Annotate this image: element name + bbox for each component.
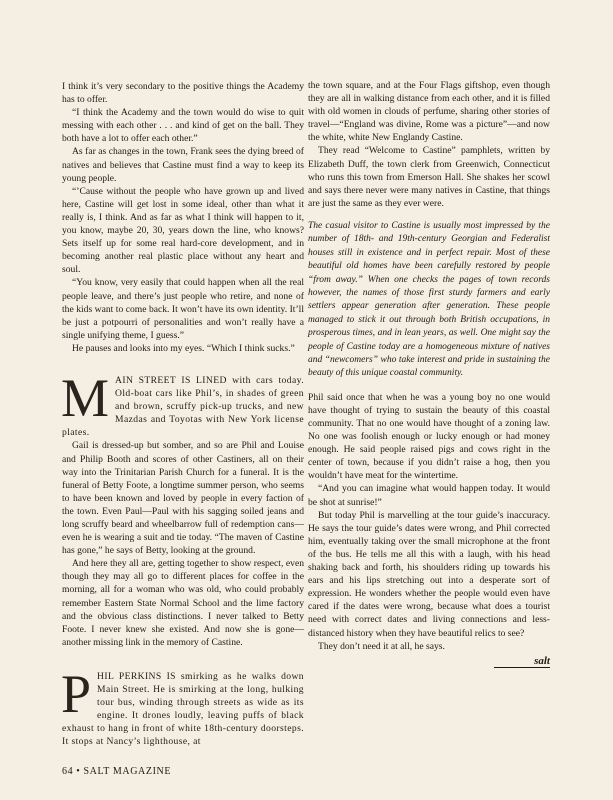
section-lead-paragraph xyxy=(61,367,304,439)
body-paragraph: They read “Welcome to Castine” pamphlets, written by Elizabeth Duff, the town clerk from Greenwich, Connecticut who runs this town from Emerson Hall. She shakes her scowl and says there never were many natives in Castine, that things are just the same as they ever were. xyxy=(308,145,550,209)
body-paragraph: But today Phil is marvelling at the tour guide’s inaccuracy. He says the tour guide’s dates were wrong, and Phil corrected him, eventually taking over the small microphone at the front of the bus. He tells me all this with a laugh, with his head shaking back and forth, his shoulders riding up towards his ears and his lips stretching out into a desperate sort of expression. He wonders whether the people would even have cared if the dates were wrong, because what does a tourist need with correct dates and living connections and less-distanced history when they have beautiful relics to see? xyxy=(308,509,550,639)
body-paragraph: “’Cause without the people who have grown up and lived here, Castine will get lost in some ideal, other than what it really is, I think. And as far as what I think will happen to it, you know, maybe 20, 30, years down the line, who knows? Sets itself up for some real hard-core development, and in becoming another real plastic place without any heart and soul. xyxy=(62,185,304,276)
body-paragraph: As far as changes in the town, Frank sees the dying breed of natives and believes that Castine must find a way to keep its young people. xyxy=(62,146,304,184)
body-paragraph: the town square, and at the Four Flags giftshop, even though they are all in walking distance from each other, and it is filled with old women in clouds of perfume, sharing other stories of travel—“England was divine, Rome was a picture”—and now the white, white New Englandy Castine. xyxy=(308,80,550,144)
left-column xyxy=(62,80,304,749)
body-paragraph: Phil said once that when he was a young boy no one would have thought of trying to sustain the beauty of this coastal community. That no one would have thought of a zoning law. No one was foolish enough or lucky enough or had money enough. He said people raised pigs and cows right in the center of town, because if you didn’t raise a hog, then you wouldn’t have meat for the wintertime. xyxy=(308,391,550,482)
body-paragraph: They don’t need it at all, he says. xyxy=(318,640,445,652)
body-paragraph: “I think the Academy and the town would do wise to quit messing with each other . . . and kind of get on the ball. They both have a lot to offer each other.” xyxy=(62,107,304,145)
sidebar-text: The casual visitor to Castine is usually most impressed by the number of 18th- and 19th-century Georgian and Federalist houses still in existence and in perfect repair. Most of these beautiful old homes have been carefully restored by people “from away.” When one checks the pages of town records however, the names of those first sturdy farmers and early settlers appear generation after generation. These people managed to stick it out through both British occupations, in prosperous times, and in lean years, as well. One might say the people of Castine today are a homogeneous mixture of natives and “newcomers” who take interest and pride in sustaining the beauty of this unique coastal community. xyxy=(308,220,550,379)
body-paragraph: And here they all are, getting together to show respect, even though they may all go to different places for coffee in the morning, all for a woman who was old, who could probably remember Eastern State Normal School and the lime factory and the obvious class distinctions. I never talked to Betty Foote. I never knew she existed. And now she is gone—another missing link in the memory of Castine. xyxy=(62,558,304,648)
body-paragraph: I think it’s very secondary to the positive things the Academy has to offer. xyxy=(62,81,304,106)
salt-signoff: salt xyxy=(494,655,550,668)
body-paragraph: Gail is dressed-up but somber, and so are Phil and Louise and Philip Booth and scores of other Castiners, all on their way into the Trinitarian Parish Church for a funeral. It is the funeral of Betty Foote, a longtime summer person, who seems to have been known and loved by people in every faction of the town. Even Paul—Paul with his sagging soiled jeans and long scruffy beard and wheelbarrow full of redemption cans—even he is wearing a suit and tie today. “The maven of Castine has gone,” he says of Betty, looking at the ground. xyxy=(62,440,304,557)
right-column xyxy=(308,79,550,668)
body-paragraph: “You know, very easily that could happen when all the real people leave, and there’s just people who retire, and none of the kids want to come back. It won’t have its own identity. It’ll be just a potpourri of personalities and won’t really have a single unifying theme, I guess.” xyxy=(62,277,304,341)
end-mark xyxy=(308,655,550,668)
sidebar-box xyxy=(308,220,550,381)
section-lead-paragraph xyxy=(61,663,304,749)
section-lead-text: AIN STREET IS LINED with cars today. Old-boat cars like Phil’s, in shades of green and brown, scruffy pick-up trucks, and new Mazdas and Toyotas with New York license plates. xyxy=(62,374,304,439)
page-folio: 64 • SALT MAGAZINE xyxy=(62,766,172,777)
dropcap-p: P xyxy=(61,663,92,724)
dropcap-m: M xyxy=(61,367,110,428)
body-paragraph: “And you can imagine what would happen today. It would be shot at sunrise!” xyxy=(308,483,550,508)
body-paragraph: He pauses and looks into my eyes. “Which I think sucks.” xyxy=(72,342,295,354)
section-lead-text: HIL PERKINS IS smirking as he walks down Main Street. He is smirking at the long, hulking tour bus, winding through streets as wide as its engine. It drones loudly, leaving puffs of black exhaust to hang in front of white 18th-century doorsteps. It stops at Nancy’s lighthouse, at xyxy=(62,670,304,748)
phil-perkins-section xyxy=(61,663,304,749)
main-street-section xyxy=(61,367,304,649)
